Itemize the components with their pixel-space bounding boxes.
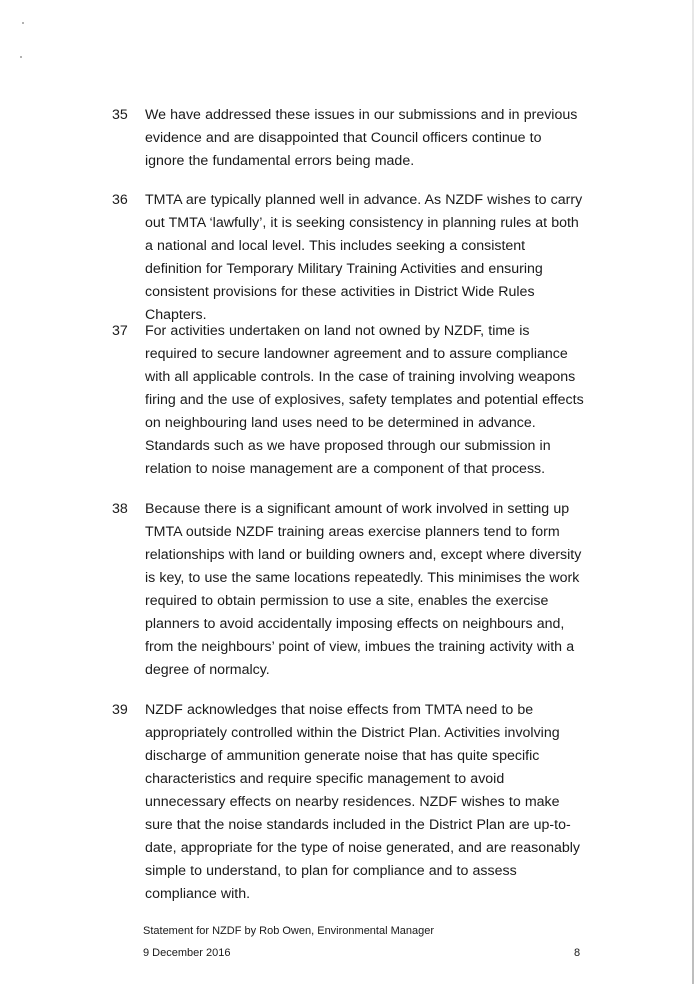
paragraph-text: TMTA are typically planned well in advance. As NZDF wishes to carry out TMTA ‘lawfully’, it is seeking consistency in planning rules at both a national and local level. This includes seeking a consistent definition for Temporary Military Training Activities and ensuring consistent provisions for these activities in District Wide Rules Chapters. <box>145 192 583 323</box>
scan-speck <box>20 56 22 58</box>
footer-author-line: Statement for NZDF by Rob Owen, Environmental Manager <box>143 925 435 937</box>
paragraph-39 <box>112 699 592 906</box>
paragraph-text: NZDF acknowledges that noise effects from TMTA need to be appropriately controlled within the District Plan. Activities involving discharge of ammunition generate noise that has quite specific characteristics and require specific management to avoid unnecessary effects on nearby residences. NZDF wishes to make sure that the noise standards included in the District Plan are up-to-date, appropriate for the type of noise generated, and are reasonably simple to understand, to plan for compliance and to assess compliance with. <box>145 702 581 902</box>
scan-speck <box>22 22 24 24</box>
paragraph-38 <box>112 498 592 682</box>
footer-date: 9 December 2016 <box>143 947 231 959</box>
paragraph-number: 35 <box>112 107 128 123</box>
paragraph-36 <box>112 189 592 327</box>
paragraph-text: We have addressed these issues in our submissions and in previous evidence and are disappointed that Council officers continue to ignore the fundamental errors being made. <box>145 107 578 169</box>
paragraph-number: 37 <box>112 323 128 339</box>
paragraph-number: 38 <box>112 501 128 517</box>
page-number: 8 <box>574 947 581 959</box>
paragraph-35 <box>112 104 592 173</box>
paragraph-number: 39 <box>112 702 128 718</box>
paragraph-text: For activities undertaken on land not owned by NZDF, time is required to secure landowner agreement and to assure compliance with all applicable controls. In the case of training involving weapons firing and the use of explosives, safety templates and potential effects on neighbouring land uses need to be determined in advance. Standards such as we have proposed through our submission in relation to noise management are a component of that process. <box>145 323 584 477</box>
paragraph-text: Because there is a significant amount of work involved in setting up TMTA outside NZDF training areas exercise planners tend to form relationships with land or building owners and, except where diversity is key, to use the same locations repeatedly. This minimises the work required to obtain permission to use a site, enables the exercise planners to avoid accidentally imposing effects on neighbours and, from the neighbours’ point of view, imbues the training activity with a degree of normalcy. <box>145 501 582 678</box>
paragraph-number: 36 <box>112 192 128 208</box>
paragraph-37 <box>112 320 592 481</box>
